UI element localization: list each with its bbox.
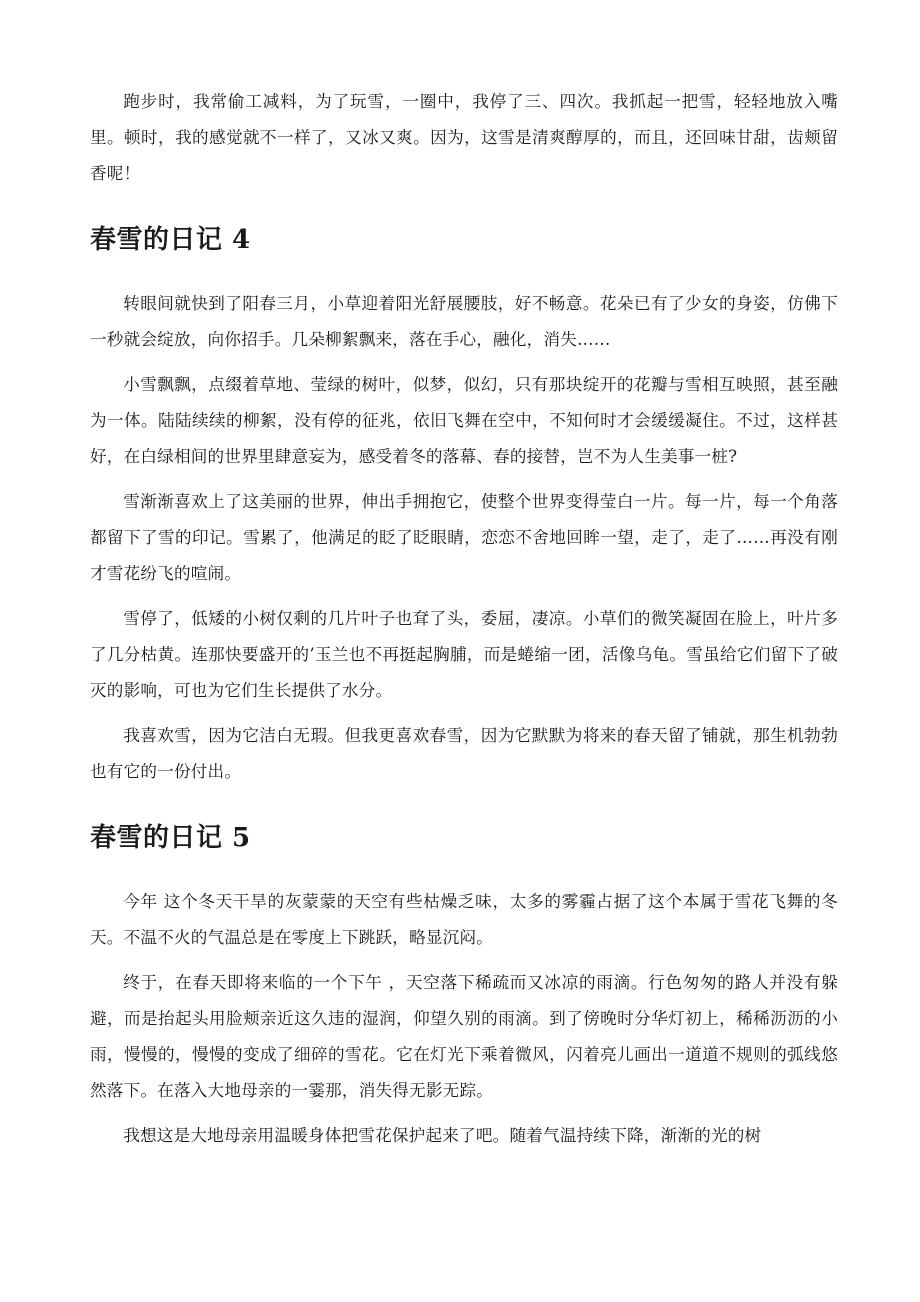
section5-paragraph: 今年 这个冬天干旱的灰蒙蒙的天空有些枯燥乏味，太多的雾霾占据了这个本属于雪花飞舞的冬天。不温不火的气温总是在零度上下跳跃，略显沉闷。 <box>90 892 838 947</box>
section4-paragraph: 转眼间就快到了阳春三月，小草迎着阳光舒展腰肢，好不畅意。花朵已有了少女的身姿，仿佛下一秒就会绽放，向你招手。几朵柳絮飘来，落在手心，融化，消失…… <box>90 294 838 349</box>
section4-paragraph: 雪渐渐喜欢上了这美丽的世界，伸出手拥抱它，使整个世界变得莹白一片。每一片，每一个角落都留下了雪的印记。雪累了，他满足的眨了眨眼睛，恋恋不舍地回眸一望，走了，走了……再没有刚才雪花纷飞的喧闹。 <box>90 492 838 583</box>
section5-paragraph: 我想这是大地母亲用温暖身体把雪花保护起来了吧。随着气温持续下降，渐渐的光的树 <box>123 1126 762 1145</box>
section-heading-4: 春雪的日记 4 <box>90 225 251 255</box>
document-page <box>90 84 838 1154</box>
section4-paragraph: 小雪飘飘，点缀着草地、莹绿的树叶，似梦，似幻，只有那块绽开的花瓣与雪相互映照，甚至融为一体。陆陆续续的柳絮，没有停的征兆，依旧飞舞在空中，不知何时才会缓缓凝住。不过，这样甚好，在白绿相间的世界里肆意妄为，感受着冬的落幕、春的接替，岂不为人生美事一桩? <box>90 375 838 466</box>
section5-paragraph: 终于，在春天即将来临的一个下午 ，天空落下稀疏而又冰凉的雨滴。行色匆匆的路人并没有躲避，而是抬起头用脸颊亲近这久违的湿润，仰望久别的雨滴。到了傍晚时分华灯初上，稀稀沥沥的小雨，慢慢的，慢慢的变成了细碎的雪花。它在灯光下乘着微风，闪着亮儿画出一道道不规则的弧线悠然落下。在落入大地母亲的一霎那，消失得无影无踪。 <box>90 973 838 1100</box>
section4-paragraph: 我喜欢雪，因为它洁白无瑕。但我更喜欢春雪，因为它默默为将来的春天留了铺就，那生机勃勃也有它的一份付出。 <box>90 726 838 781</box>
section-heading-5: 春雪的日记 5 <box>90 823 251 853</box>
section4-paragraph: 雪停了，低矮的小树仅剩的几片叶子也耷了头，委屈，凄凉。小草们的微笑凝固在脸上，叶片多了几分枯黄。连那快要盛开的’玉兰也不再挺起胸脯，而是蜷缩一团，活像乌龟。雪虽给它们留下了破灭的影响，可也为它们生长提供了水分。 <box>90 609 838 700</box>
intro-paragraph: 跑步时，我常偷工减料，为了玩雪，一圈中，我停了三、四次。我抓起一把雪，轻轻地放入嘴里。顿时，我的感觉就不一样了，又冰又爽。因为，这雪是清爽醇厚的，而且，还回味甘甜，齿颊留香呢！ <box>90 92 838 183</box>
